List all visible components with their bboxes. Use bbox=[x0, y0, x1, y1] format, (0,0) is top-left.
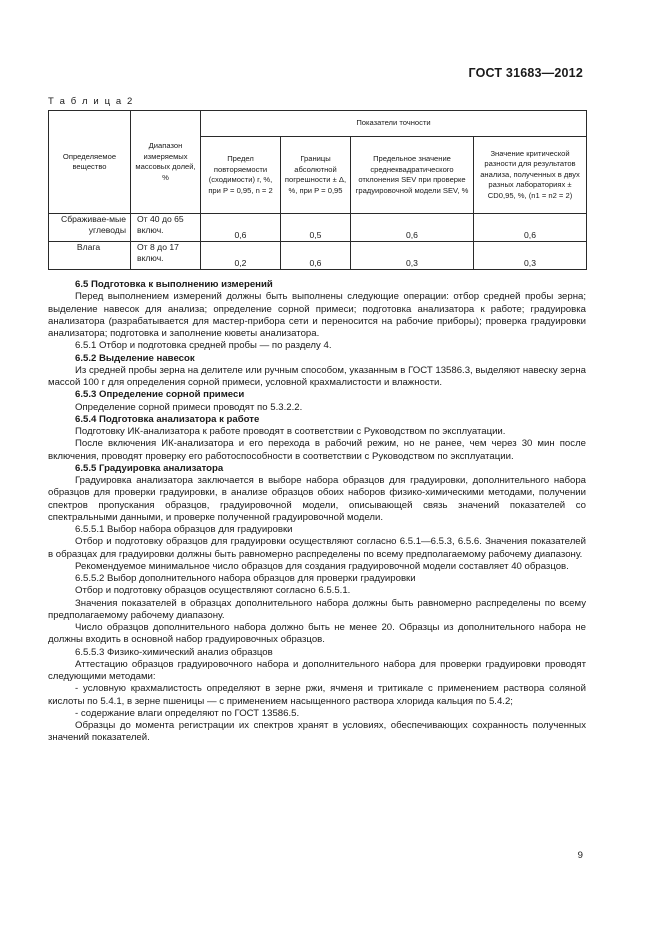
paragraph: 6.5.5.1 Выбор набора образцов для градуировки bbox=[75, 524, 293, 535]
cell-critical-difference: 0,6 bbox=[474, 214, 587, 242]
paragraph: Градуировка анализатора заключается в выборе набора образцов для градуировки, дополнительного набора образцов для проверки градуировки, в анализе образцов обоих наборов физико-химическими методами, получении спектров пропускания образцов, градуировочной модели, описывающей связь значений показателей со спектральными данными, и проверке полученной градуировочной модели. bbox=[48, 475, 586, 523]
cell-substance: Сбраживае-мые углеводы bbox=[49, 214, 131, 242]
header-accuracy-group: Показатели точности bbox=[201, 111, 587, 137]
cell-substance: Влага bbox=[49, 242, 131, 270]
paragraph: Рекомендуемое минимальное число образцов для создания градуировочной модели составляет 40 образцов. bbox=[75, 560, 569, 572]
paragraph: Определение сорной примеси проводят по 5.3.2.2. bbox=[75, 401, 303, 413]
header-range: Диапазон измеряемых массовых долей, % bbox=[131, 111, 201, 214]
cell-critical-difference: 0,3 bbox=[474, 242, 587, 270]
section-heading: 6.5.2 Выделение навесок bbox=[75, 352, 195, 364]
paragraph: 6.5.1 Отбор и подготовка средней пробы — по разделу 4. bbox=[75, 340, 332, 352]
table-row bbox=[49, 242, 587, 270]
paragraph: Образцы до момента регистрации их спектров хранят в условиях, обеспечивающих сохранность полученных значений показателей. bbox=[48, 720, 586, 744]
section-heading: 6.5.5 Градуировка анализатора bbox=[75, 462, 224, 474]
paragraph: Перед выполнением измерений должны быть выполнены следующие операции: отбор средней пробы зерна; выделение навесок для анализа; определение сорной примеси; подготовка анализатора к работе; градуировка анализатора (разрабатывается для мастер-прибора сети и переносится на рабочие приборы); проверка градуировки анализатора; подготовка и заполнение кюветы анализатора. bbox=[48, 291, 586, 339]
paragraph: Отбор и подготовку образцов осуществляют согласно 6.5.5.1. bbox=[75, 585, 351, 597]
paragraph: Аттестацию образцов градуировочного набора и дополнительного набора для проверки градуировки проводят следующими методами: bbox=[48, 658, 586, 682]
paragraph: После включения ИК-анализатора и его перехода в рабочий режим, но не ранее, чем через 30 мин после включения, проводят проверку его работоспособности в соответствии с Руководством по эксплуатации. bbox=[48, 438, 586, 462]
cell-repeatability: 0,2 bbox=[201, 242, 281, 270]
paragraph: 6.5.5.2 Выбор дополнительного набора образцов для проверки градуировки bbox=[75, 573, 416, 584]
paragraph: Подготовку ИК-анализатора к работе проводят в соответствии с Руководством по эксплуатации. bbox=[75, 426, 506, 437]
paragraph: Число образцов дополнительного набора должно быть не менее 20. Образцы из дополнительного набора не должны входить в основной набор градуировочных образцов. bbox=[48, 622, 586, 646]
standard-number: ГОСТ 31683—2012 bbox=[468, 66, 583, 80]
section-heading: 6.5.3 Определение сорной примеси bbox=[75, 389, 245, 401]
page-number: 9 bbox=[577, 850, 583, 861]
table-row bbox=[49, 214, 587, 242]
list-item: - содержание влаги определяют по ГОСТ 13586.5. bbox=[75, 707, 300, 719]
cell-sev: 0,3 bbox=[351, 242, 474, 270]
cell-absolute-error: 0,6 bbox=[281, 242, 351, 270]
accuracy-table bbox=[48, 110, 587, 270]
list-item: - условную крахмалистость определяют в зерне ржи, ячменя и тритикале с применением раствора соляной кислоты по 5.4.1, в зерне пшеницы — с применением насыщенного раствора хлорида кальция по 5.4.2; bbox=[48, 683, 586, 707]
header-sev: Предельное значение среднеквадратического отклонения SEV при проверке градуировочной модели SEV, % bbox=[351, 137, 474, 214]
header-absolute-error: Границы абсолютной погрешности ± Δ, %, при P = 0,95 bbox=[281, 137, 351, 214]
table-caption: Т а б л и ц а 2 bbox=[48, 96, 134, 107]
header-substance: Определяемое вещество bbox=[49, 111, 131, 214]
header-critical-difference: Значение критической разности для результатов анализа, полученных в двух разных лабораториях ± CD0,95, %, (n1 = n2 = 2) bbox=[474, 137, 587, 214]
cell-repeatability: 0,6 bbox=[201, 214, 281, 242]
paragraph: Значения показателей в образцах дополнительного набора должны быть равномерно распределены по всему предполагаемому рабочему диапазону. bbox=[48, 597, 586, 621]
section-heading: 6.5 Подготовка к выполнению измерений bbox=[75, 279, 273, 290]
paragraph: Из средней пробы зерна на делителе или ручным способом, указанным в ГОСТ 13586.3, выделяют навеску зерна массой 100 г для определения сорной примеси, условной крахмалистости и влажности. bbox=[48, 364, 586, 388]
cell-absolute-error: 0,5 bbox=[281, 214, 351, 242]
paragraph: 6.5.5.3 Физико-химический анализ образцов bbox=[75, 646, 273, 658]
section-heading: 6.5.4 Подготовка анализатора к работе bbox=[75, 413, 260, 425]
paragraph: Отбор и подготовку образцов для градуировки осуществляют согласно 6.5.1—6.5.3, 6.5.6. Значения показателей в образцах для градуировки должны быть равномерно распределены по всему предполагаемому рабочему диапазону. bbox=[48, 536, 586, 560]
header-repeatability: Предел повторяемости (сходимости) r, %, при P = 0,95, n = 2 bbox=[201, 137, 281, 214]
cell-range: От 40 до 65 включ. bbox=[131, 214, 201, 242]
document-body bbox=[48, 279, 586, 745]
cell-sev: 0,6 bbox=[351, 214, 474, 242]
cell-range: От 8 до 17 включ. bbox=[131, 242, 201, 270]
